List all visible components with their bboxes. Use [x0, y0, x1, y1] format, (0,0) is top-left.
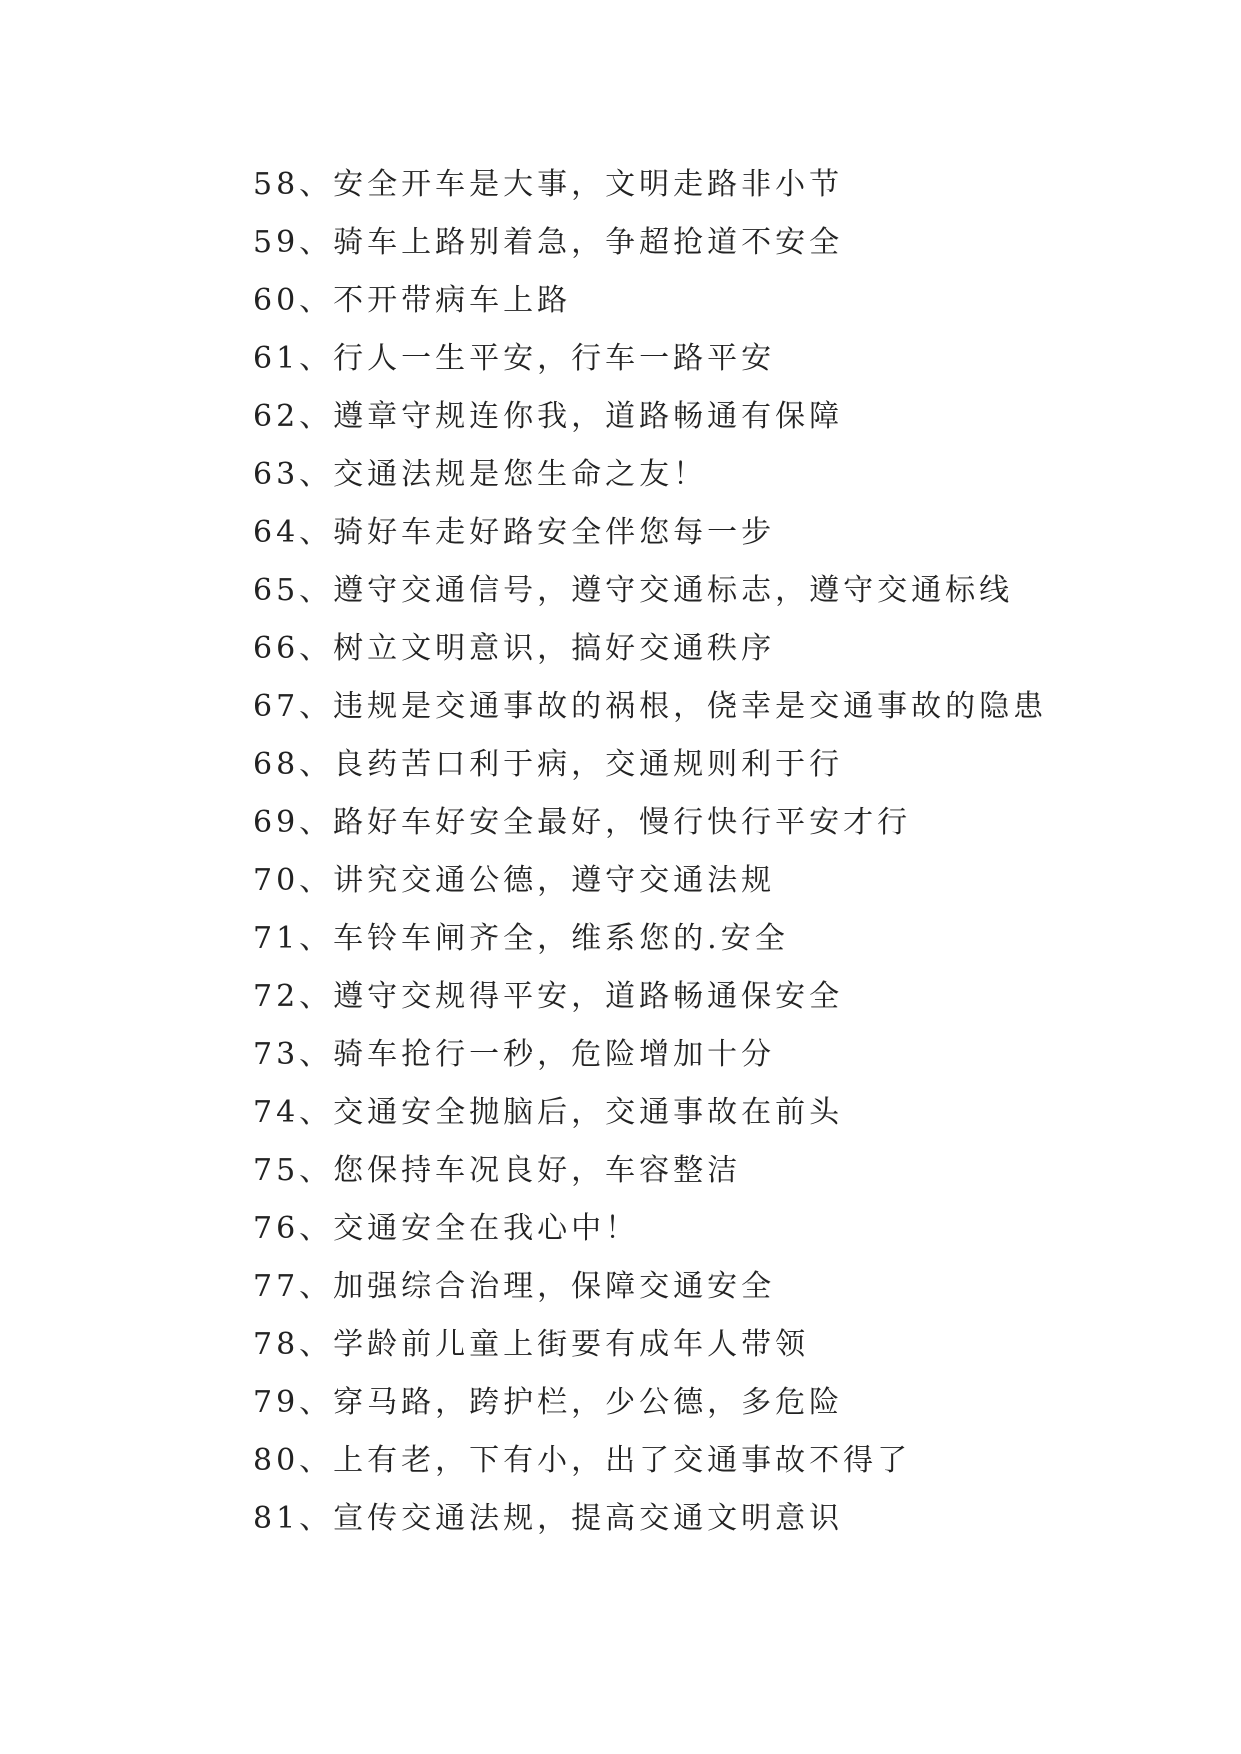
- slogan-line: 64、骑好车走好路安全伴您每一步: [253, 515, 776, 550]
- slogan-line: 68、良药苦口利于病，交通规则利于行: [253, 747, 844, 782]
- slogan-line: 65、遵守交通信号，遵守交通标志，遵守交通标线: [253, 573, 1014, 608]
- slogan-line: 71、车铃车闸齐全，维系您的.安全: [253, 921, 789, 956]
- slogan-line: 74、交通安全抛脑后，交通事故在前头: [253, 1095, 844, 1130]
- slogan-line: 61、行人一生平安，行车一路平安: [253, 341, 776, 376]
- slogan-line: 70、讲究交通公德，遵守交通法规: [253, 863, 776, 898]
- slogan-line: 67、违规是交通事故的祸根，侥幸是交通事故的隐患: [253, 689, 1048, 724]
- slogan-line: 62、遵章守规连你我，道路畅通有保障: [253, 399, 844, 434]
- slogan-line: 66、树立文明意识，搞好交通秩序: [253, 631, 776, 666]
- slogan-line: 76、交通安全在我心中！: [253, 1211, 640, 1246]
- slogan-line: 78、学龄前儿童上街要有成年人带领: [253, 1327, 810, 1362]
- slogan-line: 80、上有老，下有小，出了交通事故不得了: [253, 1443, 912, 1478]
- slogan-line: 59、骑车上路别着急，争超抢道不安全: [253, 225, 844, 260]
- slogan-line: 69、路好车好安全最好，慢行快行平安才行: [253, 805, 912, 840]
- slogan-line: 81、宣传交通法规，提高交通文明意识: [253, 1501, 844, 1536]
- slogan-line: 73、骑车抢行一秒，危险增加十分: [253, 1037, 776, 1072]
- slogan-line: 75、您保持车况良好，车容整洁: [253, 1153, 742, 1188]
- slogan-line: 58、安全开车是大事，文明走路非小节: [253, 167, 844, 202]
- slogan-line: 60、不开带病车上路: [253, 283, 572, 318]
- slogan-line: 77、加强综合治理，保障交通安全: [253, 1269, 776, 1304]
- slogan-line: 72、遵守交规得平安，道路畅通保安全: [253, 979, 844, 1014]
- slogan-line: 63、交通法规是您生命之友！: [253, 457, 708, 492]
- slogan-list: [253, 156, 1047, 1548]
- slogan-line: 79、穿马路，跨护栏，少公德，多危险: [253, 1385, 844, 1420]
